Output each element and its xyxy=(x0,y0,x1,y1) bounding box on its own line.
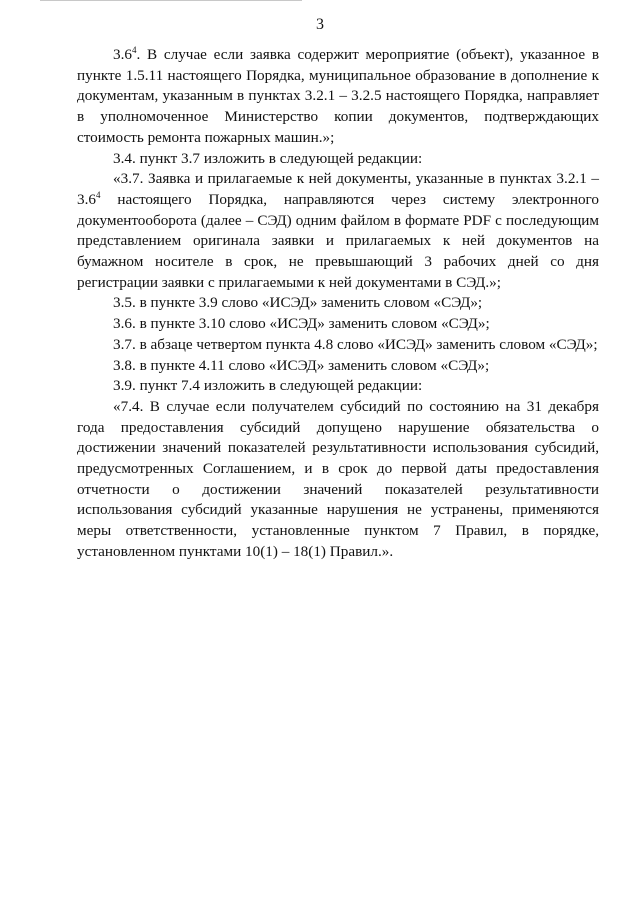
paragraph-text: 3.4. пункт 3.7 изложить в следующей редакции: xyxy=(113,149,423,167)
paragraph-text: «3.7. Заявка и прилагаемые к ней документы, указанные в пунктах 3.2.1 – 3.6 xyxy=(77,170,599,208)
page-number: 3 xyxy=(316,16,324,33)
paragraph-3-4 xyxy=(77,149,599,170)
paragraph-3-6 xyxy=(77,314,599,335)
paragraph-text: 3.6 xyxy=(113,46,132,63)
paragraph-3-9 xyxy=(77,376,599,397)
paragraph-3-8 xyxy=(77,356,599,377)
superscript: 4 xyxy=(131,45,137,55)
paragraph-3-5 xyxy=(77,293,599,314)
paragraph-3-7-quote xyxy=(77,169,599,293)
paragraph-text: 3.8. в пункте 4.11 слово «ИСЭД» заменить словом «СЭД»; xyxy=(113,356,490,374)
paragraph-text: 3.7. в абзаце четвертом пункта 4.8 слово «ИСЭД» заменить словом «СЭД»; xyxy=(113,335,598,353)
paragraph-3-7 xyxy=(77,335,599,356)
paragraph-3-6-4 xyxy=(77,45,599,149)
superscript: 4 xyxy=(95,189,101,200)
paragraph-7-4-quote xyxy=(77,397,599,563)
paragraph-text: 3.5. в пункте 3.9 слово «ИСЭД» заменить словом «СЭД»; xyxy=(113,294,483,312)
paragraph-text: 3.9. пункт 7.4 изложить в следующей редакции: xyxy=(113,377,423,395)
paragraph-text: настоящего Порядка, направляются через систему электронного документооборота (далее – СЭД) одним файлом в формате PDF с последующим представлением оригинала заявки и прилагаемых к ней документов на бумажном носителе в срок, не превышающий 3 рабочих дней со дня регистрации заявки с прилагаемыми к ней документами в СЭД.»; xyxy=(77,190,599,291)
paragraph-text: . В случае если заявка содержит мероприятие (объект), указанное в пункте 1.5.11 настоящего Порядка, муниципальное образование в дополнение к документам, указанным в пунктах 3.2.1 – 3.2.5 настоящего Порядка, направляет в уполномоченное Министерство копии документов, подтверждающих стоимость ремонта пожарных машин.»; xyxy=(77,46,599,146)
paragraph-text: 3.6. в пункте 3.10 слово «ИСЭД» заменить словом «СЭД»; xyxy=(113,315,490,333)
paragraph-text: «7.4. В случае если получателем субсидий по состоянию на 31 декабря года предоставления субсидий допущено нарушение обязательства о достижении значений показателей результативности использования субсидий, предусмотренных Соглашением, и в срок до первой даты предоставления отчетности о достижении значений показателей результативности использования субсидий указанные нарушения не устранены, применяются меры ответственности, установленные пунктом 7 Правил, в порядке, установленном пунктами 10(1) – 18(1) Правил.». xyxy=(77,397,599,560)
scan-edge-line xyxy=(40,0,302,1)
document-body xyxy=(77,45,599,563)
